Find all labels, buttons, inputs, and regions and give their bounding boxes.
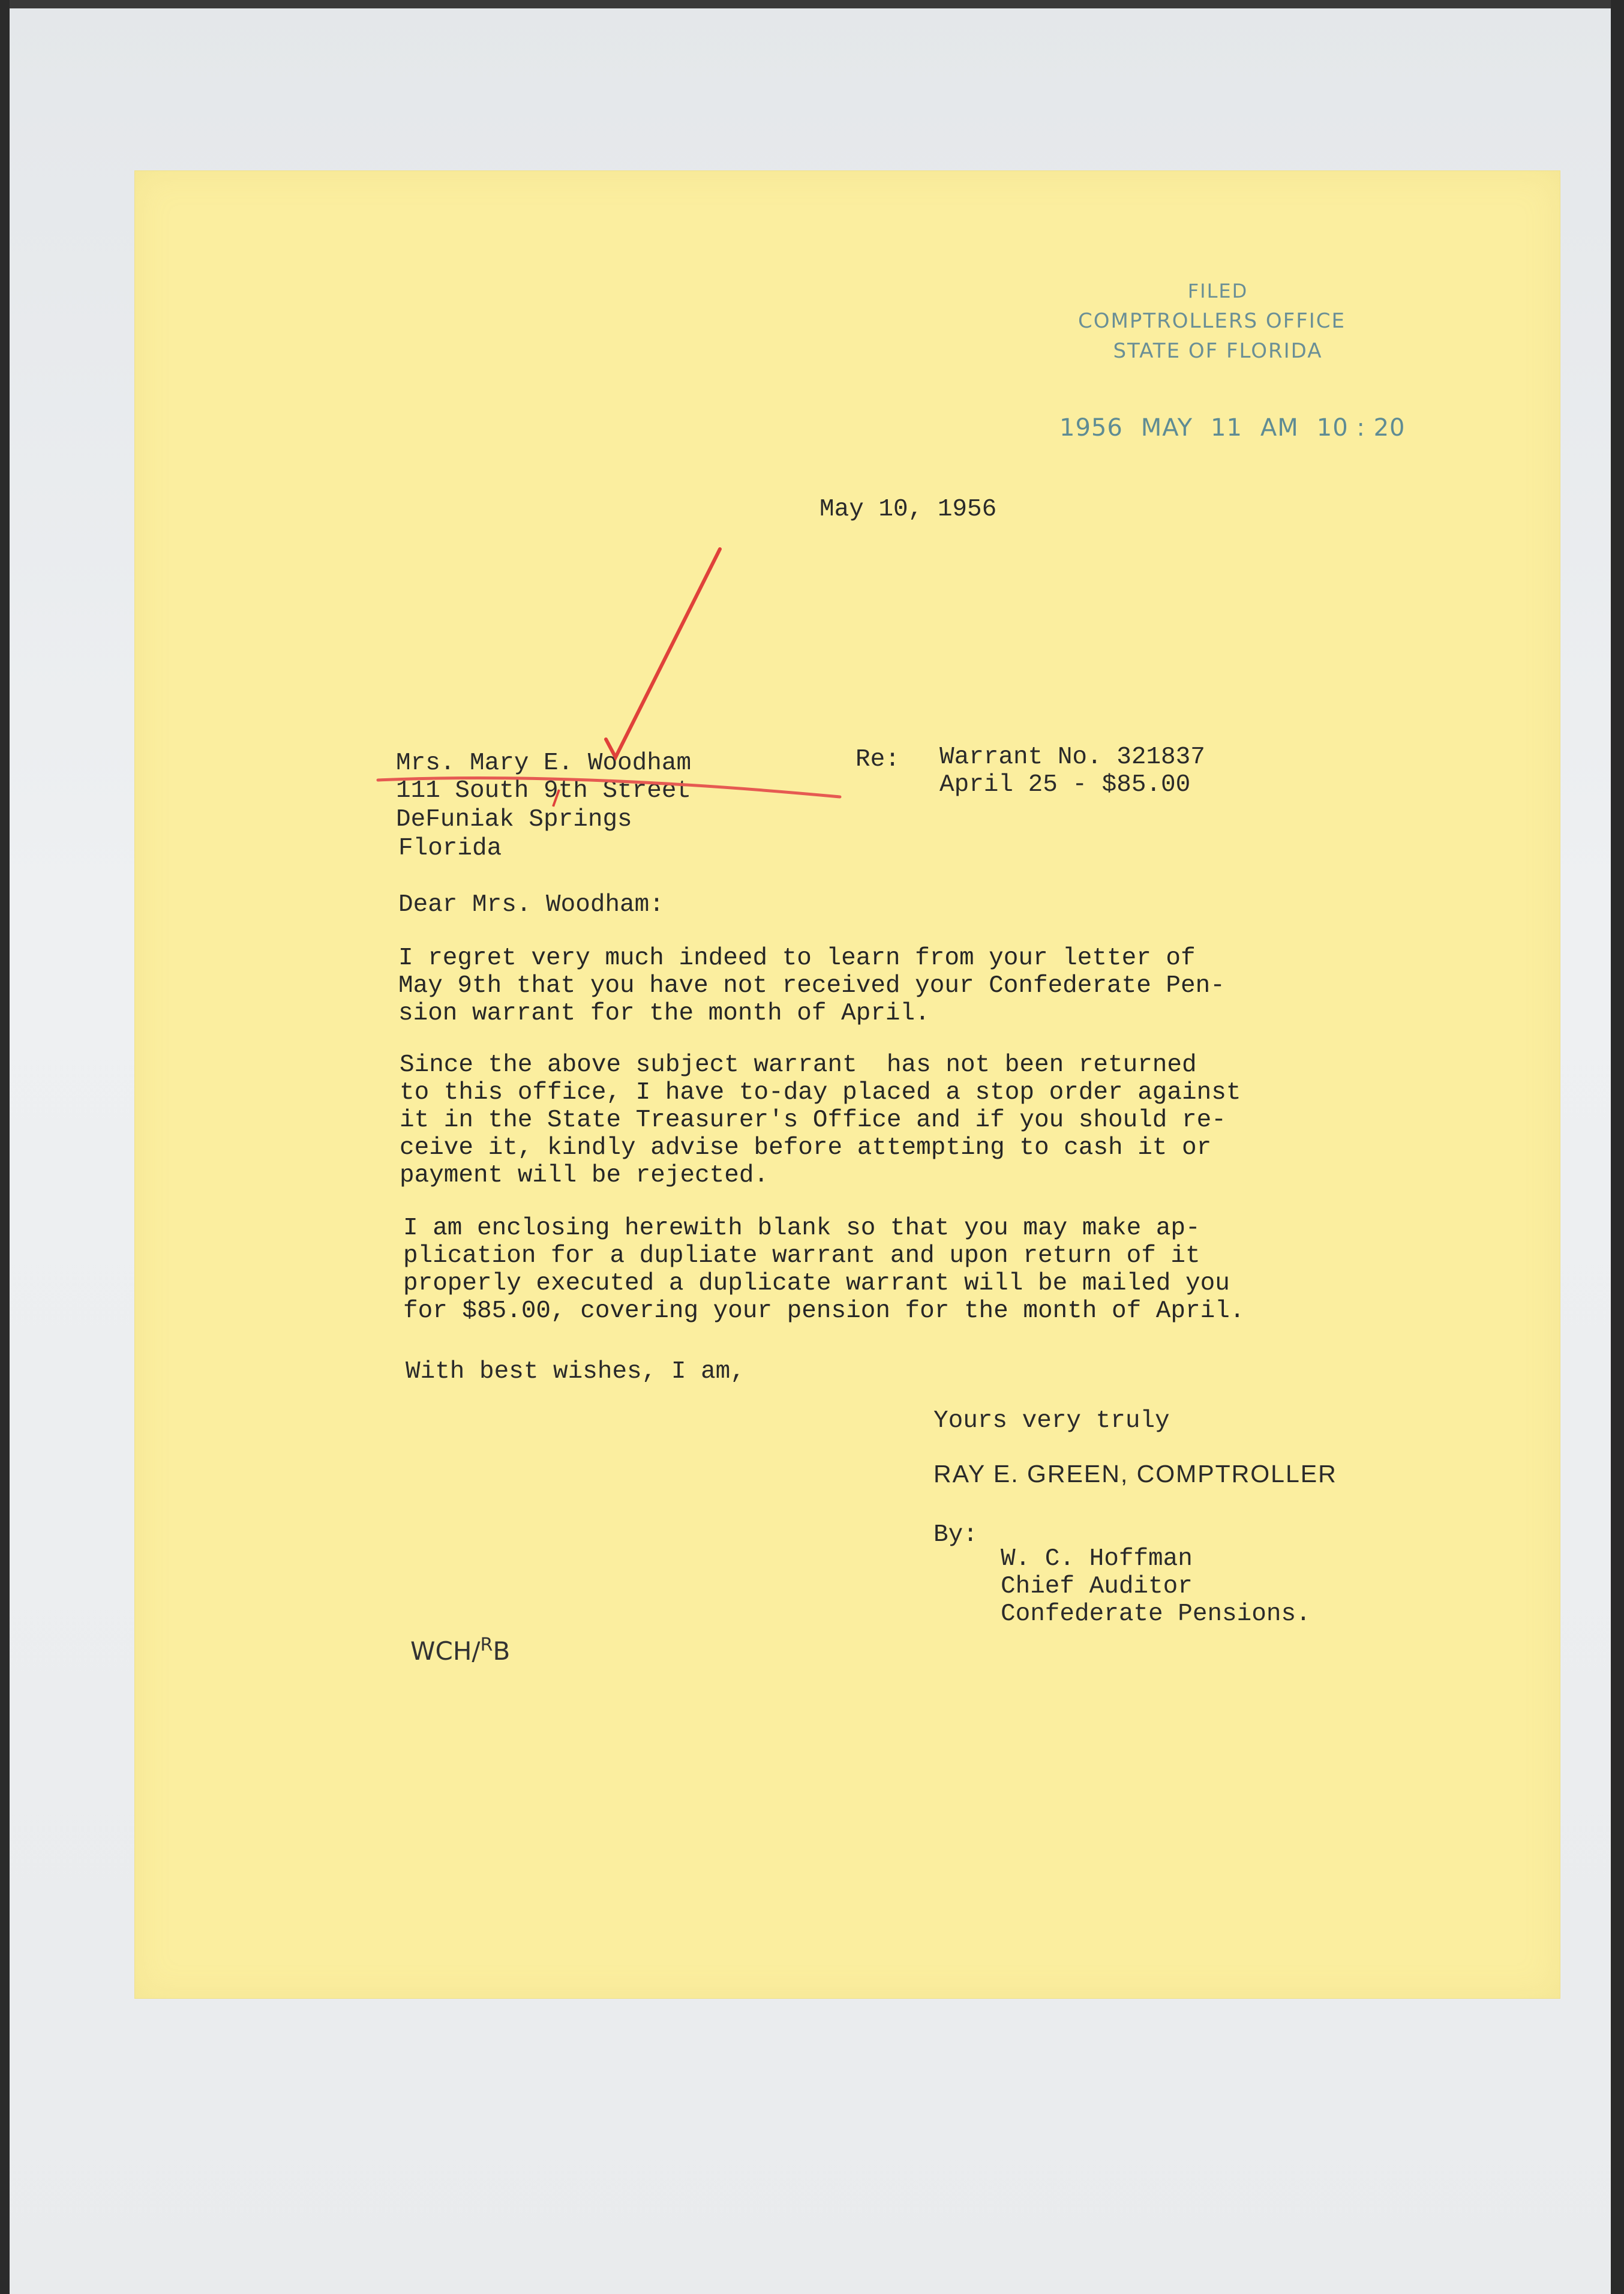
signer-line-2: Chief Auditor (1001, 1573, 1193, 1600)
by-label: By: (933, 1521, 978, 1549)
initials-superscript: R (480, 1635, 493, 1656)
scan-edge-left (0, 0, 10, 2294)
paragraph-2-line-5: payment will be rejected. (400, 1162, 769, 1189)
stamp-line-1: FILED (1187, 280, 1248, 302)
typist-initials (410, 1635, 510, 1666)
re-line-1: Warrant No. 321837 (939, 743, 1205, 771)
stamp-day: 11 (1211, 414, 1242, 442)
initials-main: WCH/ (410, 1636, 481, 1666)
closing: Yours very truly (933, 1407, 1170, 1435)
signer-line-1: W. C. Hoffman (1001, 1545, 1193, 1573)
paragraph-2-line-1: Since the above subject warrant has not been returned (400, 1051, 1197, 1079)
paragraph-1-line-1: I regret very much indeed to learn from your letter of (398, 944, 1196, 972)
scan-edge-right (1611, 0, 1624, 2294)
address-line-2: 111 South 9th Street (396, 777, 692, 805)
stamp-time: 10 : 20 (1316, 414, 1406, 442)
paragraph-3-line-1: I am enclosing herewith blank so that you may make ap- (403, 1215, 1200, 1242)
stamp-line-2: COMPTROLLERS OFFICE (1078, 309, 1346, 333)
paragraph-1-line-2: May 9th that you have not received your Confederate Pen- (398, 972, 1225, 1000)
signer-line-3: Confederate Pensions. (1001, 1600, 1311, 1628)
address-line-3: DeFuniak Springs (396, 806, 632, 833)
re-label: Re: (855, 746, 900, 773)
address-line-1: Mrs. Mary E. Woodham (396, 749, 692, 777)
paragraph-2-line-3: it in the State Treasurer's Office and if you should re- (400, 1106, 1226, 1134)
paragraph-2-line-4: ceive it, kindly advise before attempting to cash it or (400, 1134, 1212, 1162)
closing-wish: With best wishes, I am, (406, 1358, 745, 1386)
paragraph-1-line-3: sion warrant for the month of April. (398, 1000, 930, 1027)
address-line-4: Florida (398, 835, 502, 862)
paragraph-1 (398, 944, 1225, 1027)
filed-stamp (1074, 276, 1362, 366)
letter-date: May 10, 1956 (819, 496, 997, 523)
re-line-2: April 25 - $85.00 (939, 771, 1191, 799)
paragraph-2 (400, 1051, 1241, 1189)
stamp-meridiem: AM (1260, 414, 1299, 442)
stamp-line-3: STATE OF FLORIDA (1113, 339, 1323, 363)
paragraph-3 (403, 1215, 1244, 1325)
paragraph-3-line-2: plication for a dupliate warrant and upon return of it (403, 1242, 1200, 1270)
scan-edge-top (0, 0, 1624, 8)
filed-date-stamp (1059, 414, 1405, 442)
stamp-month: MAY (1140, 414, 1193, 442)
signer-org: RAY E. GREEN, COMPTROLLER (933, 1460, 1337, 1488)
paragraph-3-line-4: for $85.00, covering your pension for the month of April. (403, 1297, 1245, 1325)
paragraph-3-line-3: properly executed a duplicate warrant will be mailed you (403, 1270, 1230, 1297)
initials-tail: B (493, 1636, 511, 1666)
stamp-year: 1956 (1059, 414, 1123, 442)
salutation: Dear Mrs. Woodham: (398, 891, 664, 919)
paragraph-2-line-2: to this office, I have to-day placed a stop order against (400, 1079, 1241, 1106)
